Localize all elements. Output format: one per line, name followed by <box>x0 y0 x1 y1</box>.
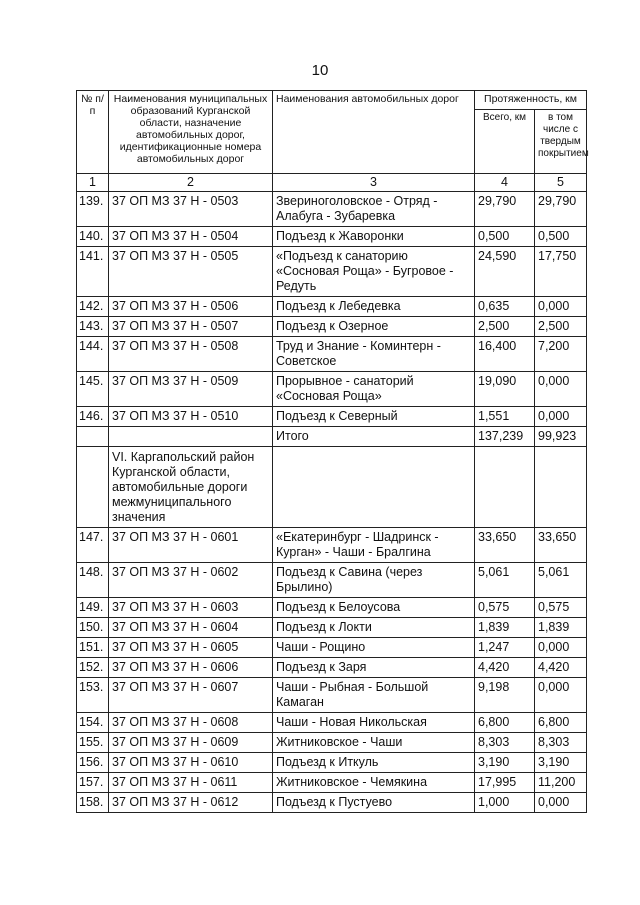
length-paved: 0,000 <box>535 372 587 407</box>
header-paved: в том числе с твердым покрытием <box>535 110 587 174</box>
row-number: 148. <box>77 563 109 598</box>
row-number: 142. <box>77 297 109 317</box>
road-id-code: 37 ОП МЗ 37 Н - 0607 <box>109 678 273 713</box>
table-row <box>77 247 587 297</box>
roads-table <box>76 90 587 813</box>
rows-group-1 <box>77 192 587 427</box>
col-number-5: 5 <box>535 174 587 192</box>
length-total: 4,420 <box>475 658 535 678</box>
row-number: 152. <box>77 658 109 678</box>
length-total: 0,500 <box>475 227 535 247</box>
row-number: 140. <box>77 227 109 247</box>
row-number: 158. <box>77 793 109 813</box>
table-row <box>77 598 587 618</box>
length-total: 6,800 <box>475 713 535 733</box>
subtotal-num-cell <box>77 427 109 447</box>
table-row <box>77 638 587 658</box>
table-row <box>77 658 587 678</box>
section-total-cell <box>475 447 535 528</box>
road-id-code: 37 ОП МЗ 37 Н - 0610 <box>109 753 273 773</box>
table-row <box>77 297 587 317</box>
col-number-2: 2 <box>109 174 273 192</box>
section-row <box>77 447 587 528</box>
section-road-cell <box>273 447 475 528</box>
table-row <box>77 192 587 227</box>
road-id-code: 37 ОП МЗ 37 Н - 0612 <box>109 793 273 813</box>
length-paved: 17,750 <box>535 247 587 297</box>
header-length: Протяженность, км <box>475 91 587 110</box>
length-paved: 29,790 <box>535 192 587 227</box>
length-total: 24,590 <box>475 247 535 297</box>
length-paved: 6,800 <box>535 713 587 733</box>
road-name: Подъезд к Лебедевка <box>273 297 475 317</box>
road-id-code: 37 ОП МЗ 37 Н - 0606 <box>109 658 273 678</box>
length-total: 9,198 <box>475 678 535 713</box>
length-total: 0,575 <box>475 598 535 618</box>
page-number: 10 <box>311 62 329 79</box>
table-row <box>77 678 587 713</box>
section-num-cell <box>77 447 109 528</box>
road-name: Подъезд к Жаворонки <box>273 227 475 247</box>
header-municipal: Наименования муниципальных образований Курганской области, назначение автомобильных дорог, идентификационные номера автомобильных дорог <box>109 91 273 174</box>
table-row <box>77 793 587 813</box>
table-row <box>77 563 587 598</box>
road-id-code: 37 ОП МЗ 37 Н - 0604 <box>109 618 273 638</box>
road-name: Чаши - Рыбная - Большой Камаган <box>273 678 475 713</box>
road-name: Подъезд к Иткуль <box>273 753 475 773</box>
subtotal-code-cell <box>109 427 273 447</box>
row-number: 155. <box>77 733 109 753</box>
length-total: 2,500 <box>475 317 535 337</box>
col-number-4: 4 <box>475 174 535 192</box>
col-number-1: 1 <box>77 174 109 192</box>
row-number: 149. <box>77 598 109 618</box>
length-paved: 1,839 <box>535 618 587 638</box>
length-paved: 0,000 <box>535 407 587 427</box>
road-name: «Подъезд к санаторию «Сосновая Роща» - Бугровое - Редуть <box>273 247 475 297</box>
length-paved: 5,061 <box>535 563 587 598</box>
table-row <box>77 317 587 337</box>
length-total: 1,000 <box>475 793 535 813</box>
length-paved: 4,420 <box>535 658 587 678</box>
table-row <box>77 733 587 753</box>
road-name: Прорывное - санаторий «Сосновая Роща» <box>273 372 475 407</box>
table-row <box>77 227 587 247</box>
road-id-code: 37 ОП МЗ 37 Н - 0508 <box>109 337 273 372</box>
table-row <box>77 372 587 407</box>
row-number: 141. <box>77 247 109 297</box>
subtotal-label: Итого <box>273 427 475 447</box>
length-total: 1,551 <box>475 407 535 427</box>
length-paved: 3,190 <box>535 753 587 773</box>
road-name: Подъезд к Озерное <box>273 317 475 337</box>
length-paved: 0,000 <box>535 297 587 317</box>
length-total: 0,635 <box>475 297 535 317</box>
header-num: № п/п <box>77 91 109 174</box>
length-total: 29,790 <box>475 192 535 227</box>
subtotal-row <box>77 427 587 447</box>
road-id-code: 37 ОП МЗ 37 Н - 0609 <box>109 733 273 753</box>
row-number: 156. <box>77 753 109 773</box>
road-id-code: 37 ОП МЗ 37 Н - 0611 <box>109 773 273 793</box>
road-id-code: 37 ОП МЗ 37 Н - 0601 <box>109 528 273 563</box>
table-row <box>77 337 587 372</box>
road-name: Подъезд к Пустуево <box>273 793 475 813</box>
table-row <box>77 407 587 427</box>
road-name: «Екатеринбург - Шадринск - Курган» - Чаши - Бралгина <box>273 528 475 563</box>
length-paved: 0,575 <box>535 598 587 618</box>
road-name: Подъезд к Савина (через Брылино) <box>273 563 475 598</box>
length-total: 19,090 <box>475 372 535 407</box>
length-total: 1,839 <box>475 618 535 638</box>
row-number: 147. <box>77 528 109 563</box>
table-row <box>77 618 587 638</box>
row-number: 146. <box>77 407 109 427</box>
road-id-code: 37 ОП МЗ 37 Н - 0605 <box>109 638 273 658</box>
length-total: 17,995 <box>475 773 535 793</box>
road-id-code: 37 ОП МЗ 37 Н - 0608 <box>109 713 273 733</box>
length-paved: 0,000 <box>535 678 587 713</box>
length-total: 5,061 <box>475 563 535 598</box>
road-name: Труд и Знание - Коминтерн - Советское <box>273 337 475 372</box>
rows-group-2 <box>77 528 587 813</box>
road-id-code: 37 ОП МЗ 37 Н - 0603 <box>109 598 273 618</box>
table-row <box>77 528 587 563</box>
road-name: Чаши - Рощино <box>273 638 475 658</box>
row-number: 144. <box>77 337 109 372</box>
length-paved: 0,000 <box>535 793 587 813</box>
length-total: 3,190 <box>475 753 535 773</box>
road-name: Житниковское - Чаши <box>273 733 475 753</box>
road-id-code: 37 ОП МЗ 37 Н - 0504 <box>109 227 273 247</box>
column-numbers-row <box>77 174 587 192</box>
length-paved: 7,200 <box>535 337 587 372</box>
road-id-code: 37 ОП МЗ 37 Н - 0509 <box>109 372 273 407</box>
header-road: Наименования автомобильных дорог <box>273 91 475 174</box>
subtotal-paved: 99,923 <box>535 427 587 447</box>
road-id-code: 37 ОП МЗ 37 Н - 0503 <box>109 192 273 227</box>
length-paved: 2,500 <box>535 317 587 337</box>
length-total: 1,247 <box>475 638 535 658</box>
length-paved: 33,650 <box>535 528 587 563</box>
row-number: 157. <box>77 773 109 793</box>
row-number: 139. <box>77 192 109 227</box>
road-id-code: 37 ОП МЗ 37 Н - 0506 <box>109 297 273 317</box>
table-row <box>77 713 587 733</box>
header-total: Всего, км <box>475 110 535 174</box>
table-row <box>77 753 587 773</box>
road-name: Подъезд к Заря <box>273 658 475 678</box>
section-title: VI. Каргапольский район Курганской области, автомобильные дороги межмуниципального значения <box>109 447 273 528</box>
road-name: Чаши - Новая Никольская <box>273 713 475 733</box>
row-number: 145. <box>77 372 109 407</box>
row-number: 151. <box>77 638 109 658</box>
road-id-code: 37 ОП МЗ 37 Н - 0510 <box>109 407 273 427</box>
row-number: 143. <box>77 317 109 337</box>
length-total: 8,303 <box>475 733 535 753</box>
road-name: Подъезд к Северный <box>273 407 475 427</box>
table-row <box>77 773 587 793</box>
road-name: Подъезд к Локти <box>273 618 475 638</box>
road-name: Звериноголовское - Отряд - Алабуга - Зубаревка <box>273 192 475 227</box>
col-number-3: 3 <box>273 174 475 192</box>
row-number: 154. <box>77 713 109 733</box>
length-total: 33,650 <box>475 528 535 563</box>
road-name: Житниковское - Чемякина <box>273 773 475 793</box>
road-name: Подъезд к Белоусова <box>273 598 475 618</box>
length-paved: 11,200 <box>535 773 587 793</box>
row-number: 153. <box>77 678 109 713</box>
section-paved-cell <box>535 447 587 528</box>
road-id-code: 37 ОП МЗ 37 Н - 0507 <box>109 317 273 337</box>
length-paved: 0,500 <box>535 227 587 247</box>
road-id-code: 37 ОП МЗ 37 Н - 0602 <box>109 563 273 598</box>
road-id-code: 37 ОП МЗ 37 Н - 0505 <box>109 247 273 297</box>
length-total: 16,400 <box>475 337 535 372</box>
length-paved: 8,303 <box>535 733 587 753</box>
subtotal-total: 137,239 <box>475 427 535 447</box>
table-header-row <box>77 91 587 110</box>
length-paved: 0,000 <box>535 638 587 658</box>
row-number: 150. <box>77 618 109 638</box>
